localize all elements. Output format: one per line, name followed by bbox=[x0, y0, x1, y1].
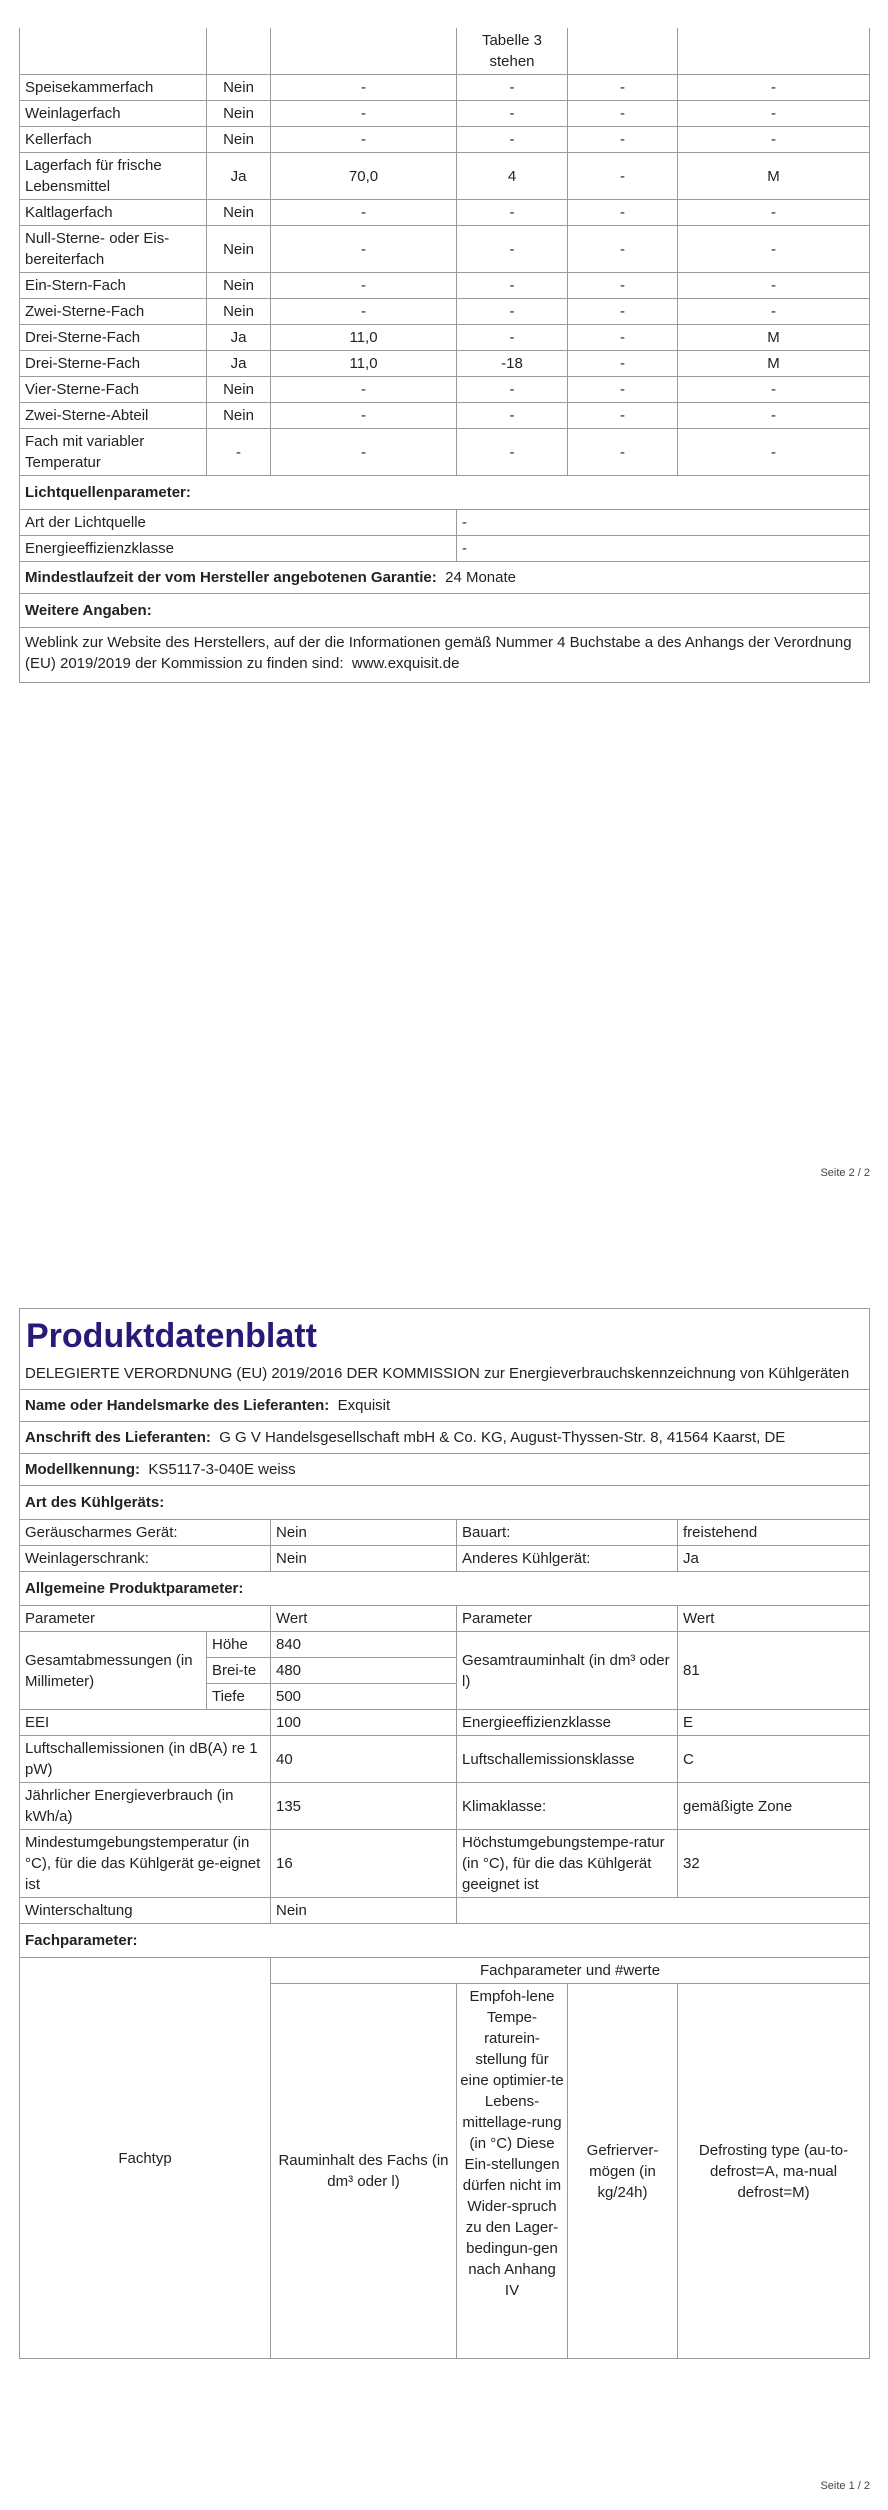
energy-row: Jährlicher Energieverbrauch (in kWh/a) 135 Klimaklasse: gemäßigte Zone bbox=[20, 1783, 870, 1830]
compartment-temp: - bbox=[457, 127, 568, 153]
compartment-volume: 11,0 bbox=[271, 325, 457, 351]
more-info-heading: Weitere Angaben: bbox=[20, 594, 870, 628]
compartment-defrost: - bbox=[678, 273, 870, 299]
compartment-temp: - bbox=[457, 403, 568, 429]
compartment-name: Null-Sterne- oder Eis-bereiterfach bbox=[20, 226, 207, 273]
compartment-defrost: - bbox=[678, 75, 870, 101]
compartment-defrost: - bbox=[678, 377, 870, 403]
fach-heading: Fachparameter: bbox=[20, 1924, 870, 1958]
compartment-row bbox=[20, 153, 870, 200]
param-header-row: Parameter Wert Parameter Wert bbox=[20, 1606, 870, 1632]
compartment-freeze: - bbox=[568, 377, 678, 403]
compartment-temp: - bbox=[457, 101, 568, 127]
light-type-row: Art der Lichtquelle - bbox=[20, 510, 870, 536]
compartment-volume: - bbox=[271, 200, 457, 226]
compartment-freeze: - bbox=[568, 429, 678, 476]
dims-row-height: Gesamtabmessungen (in Millimeter) Höhe 840 Gesamtrauminhalt (in dm³ oder l) 81 bbox=[20, 1632, 870, 1658]
page-2 bbox=[19, 28, 869, 683]
model-label: Modellkennung: bbox=[25, 1461, 140, 1478]
compartment-present: Nein bbox=[207, 273, 271, 299]
compartment-present: Nein bbox=[207, 377, 271, 403]
address-value: G G V Handelsgesellschaft mbH & Co. KG, August-Thyssen-Str. 8, 41564 Kaarst, DE bbox=[219, 1429, 786, 1446]
compartment-volume: - bbox=[271, 101, 457, 127]
winter-row: Winterschaltung Nein bbox=[20, 1898, 870, 1924]
type-heading: Art des Kühlgeräts: bbox=[20, 1486, 870, 1520]
compartment-freeze: - bbox=[568, 273, 678, 299]
compartment-row bbox=[20, 226, 870, 273]
compartment-defrost: - bbox=[678, 226, 870, 273]
supplier-label: Name oder Handelsmarke des Lieferanten: bbox=[25, 1397, 330, 1414]
address-row bbox=[20, 1422, 870, 1454]
compartment-temp: - bbox=[457, 377, 568, 403]
compartment-name: Zwei-Sterne-Abteil bbox=[20, 403, 207, 429]
compartment-present: Nein bbox=[207, 75, 271, 101]
model-row bbox=[20, 1454, 870, 1486]
compartment-volume: - bbox=[271, 273, 457, 299]
page-1 bbox=[19, 1308, 869, 2359]
compartment-name: Weinlagerfach bbox=[20, 101, 207, 127]
compartment-temp: - bbox=[457, 226, 568, 273]
compartment-present: Nein bbox=[207, 101, 271, 127]
compartment-volume: - bbox=[271, 299, 457, 325]
more-info-row bbox=[20, 628, 870, 683]
noise-row: Luftschallemissionen (in dB(A) re 1 pW) 40 Luftschallemissionsklasse C bbox=[20, 1736, 870, 1783]
compartment-volume: 11,0 bbox=[271, 351, 457, 377]
compartment-row bbox=[20, 75, 870, 101]
title-row bbox=[20, 1309, 870, 1362]
compartment-present: Nein bbox=[207, 299, 271, 325]
compartment-freeze: - bbox=[568, 325, 678, 351]
compartment-row bbox=[20, 273, 870, 299]
compartment-defrost: - bbox=[678, 127, 870, 153]
temp-range-row: Mindestumgebungstemperatur (in °C), für die das Kühlgerät ge-eignet ist 16 Höchstumgebungstempe-ratur (in °C), für die das Kühlgerät geeignet ist 32 bbox=[20, 1830, 870, 1898]
compartment-row bbox=[20, 101, 870, 127]
compartment-present: Nein bbox=[207, 226, 271, 273]
supplier-value: Exquisit bbox=[337, 1397, 391, 1414]
compartment-defrost: M bbox=[678, 351, 870, 377]
eei-row: EEI 100 Energieeffizienzklasse E bbox=[20, 1710, 870, 1736]
warranty-row bbox=[20, 562, 870, 594]
compartment-freeze: - bbox=[568, 153, 678, 200]
table-header-continued bbox=[20, 28, 870, 75]
page-number: Seite 1 / 2 bbox=[820, 2480, 870, 2492]
compartment-present: Nein bbox=[207, 127, 271, 153]
compartment-temp: - bbox=[457, 325, 568, 351]
compartment-name: Kellerfach bbox=[20, 127, 207, 153]
address-label: Anschrift des Lieferanten: bbox=[25, 1429, 211, 1446]
compartment-name: Fach mit variabler Temperatur bbox=[20, 429, 207, 476]
compartment-freeze: - bbox=[568, 75, 678, 101]
product-datasheet bbox=[19, 1308, 870, 2359]
compartment-name: Ein-Stern-Fach bbox=[20, 273, 207, 299]
fach-params-header: Fachtyp Fachparameter und #werte bbox=[20, 1958, 870, 1984]
page-title: Produktdatenblatt bbox=[26, 1317, 317, 1355]
compartment-volume: - bbox=[271, 75, 457, 101]
compartment-freeze: - bbox=[568, 127, 678, 153]
compartment-defrost: - bbox=[678, 299, 870, 325]
compartment-temp: - bbox=[457, 299, 568, 325]
warranty-value: 24 Monate bbox=[445, 569, 516, 586]
compartment-defrost: M bbox=[678, 325, 870, 351]
compartment-name: Drei-Sterne-Fach bbox=[20, 325, 207, 351]
wine-row: Weinlagerschrank: Nein Anderes Kühlgerät: Ja bbox=[20, 1546, 870, 1572]
compartment-name: Speisekammerfach bbox=[20, 75, 207, 101]
dims-row-depth: Tiefe 500 bbox=[20, 1684, 870, 1710]
compartment-row bbox=[20, 200, 870, 226]
compartment-defrost: - bbox=[678, 403, 870, 429]
compartment-name: Kaltlagerfach bbox=[20, 200, 207, 226]
page-number: Seite 2 / 2 bbox=[820, 1167, 870, 1179]
compartment-volume: - bbox=[271, 226, 457, 273]
light-class-row: Energieeffizienzklasse - bbox=[20, 536, 870, 562]
compartment-row bbox=[20, 299, 870, 325]
compartment-present: Ja bbox=[207, 153, 271, 200]
compartment-row bbox=[20, 403, 870, 429]
compartment-volume: 70,0 bbox=[271, 153, 457, 200]
header-cell: Tabelle 3 stehen bbox=[457, 28, 568, 75]
compartment-row bbox=[20, 351, 870, 377]
general-heading: Allgemeine Produktparameter: bbox=[20, 1572, 870, 1606]
compartment-temp: -18 bbox=[457, 351, 568, 377]
compartment-present: Nein bbox=[207, 200, 271, 226]
compartment-name: Lagerfach für frische Lebensmittel bbox=[20, 153, 207, 200]
dims-row-width: Brei-te 480 bbox=[20, 1658, 870, 1684]
compartment-freeze: - bbox=[568, 299, 678, 325]
compartment-volume: - bbox=[271, 377, 457, 403]
light-section-heading: Lichtquellenparameter: bbox=[20, 476, 870, 510]
compartment-freeze: - bbox=[568, 351, 678, 377]
compartment-volume: - bbox=[271, 127, 457, 153]
compartment-temp: - bbox=[457, 75, 568, 101]
compartment-volume: - bbox=[271, 403, 457, 429]
compartment-temp: - bbox=[457, 429, 568, 476]
fach-subheader: Rauminhalt des Fachs (in dm³ oder l) Empfoh-lene Tempe-raturein-stellung für eine optimier-te Lebens-mittellage-rung (in °C) Diese Ein-stellungen dürfen nicht im Wider-spruch zu den Lager-bedingun-gen nach Anhang IV Gefrierver-mögen (in kg/24h) Defrosting type (au-to-defrost=A, ma-nual defrost=M) bbox=[20, 1984, 870, 2359]
regulation-text: DELEGIERTE VERORDNUNG (EU) 2019/2016 DER KOMMISSION zur Energieverbrauchskennzeichnung von Kühlgeräten bbox=[20, 1361, 870, 1390]
more-info-text: Weblink zur Website des Herstellers, auf der die Informationen gemäß Nummer 4 Buchstabe a des Anhangs der Verordnung (EU) 2019/2019 der Kommission zu finden sind: bbox=[25, 634, 852, 672]
compartment-row bbox=[20, 377, 870, 403]
compartment-present: Ja bbox=[207, 351, 271, 377]
manufacturer-link[interactable]: www.exquisit.de bbox=[351, 655, 460, 672]
compartment-name: Vier-Sterne-Fach bbox=[20, 377, 207, 403]
compartment-defrost: - bbox=[678, 200, 870, 226]
regulation-row bbox=[20, 1361, 870, 1390]
quiet-row: Geräuscharmes Gerät: Nein Bauart: freistehend bbox=[20, 1520, 870, 1546]
compartment-defrost: - bbox=[678, 101, 870, 127]
compartment-defrost: - bbox=[678, 429, 870, 476]
compartment-present: Ja bbox=[207, 325, 271, 351]
compartment-row bbox=[20, 127, 870, 153]
compartment-name: Drei-Sterne-Fach bbox=[20, 351, 207, 377]
compartment-freeze: - bbox=[568, 101, 678, 127]
compartment-freeze: - bbox=[568, 403, 678, 429]
compartment-present: - bbox=[207, 429, 271, 476]
compartment-temp: 4 bbox=[457, 153, 568, 200]
compartment-temp: - bbox=[457, 200, 568, 226]
compartment-temp: - bbox=[457, 273, 568, 299]
compartment-volume: - bbox=[271, 429, 457, 476]
compartment-table-continued bbox=[19, 28, 870, 683]
compartment-row bbox=[20, 429, 870, 476]
warranty-label: Mindestlaufzeit der vom Hersteller angebotenen Garantie: bbox=[25, 569, 437, 586]
compartment-freeze: - bbox=[568, 226, 678, 273]
supplier-row bbox=[20, 1390, 870, 1422]
model-value: KS5117-3-040E weiss bbox=[148, 1461, 296, 1478]
compartment-row bbox=[20, 325, 870, 351]
compartment-present: Nein bbox=[207, 403, 271, 429]
compartment-defrost: M bbox=[678, 153, 870, 200]
compartment-name: Zwei-Sterne-Fach bbox=[20, 299, 207, 325]
compartment-freeze: - bbox=[568, 200, 678, 226]
